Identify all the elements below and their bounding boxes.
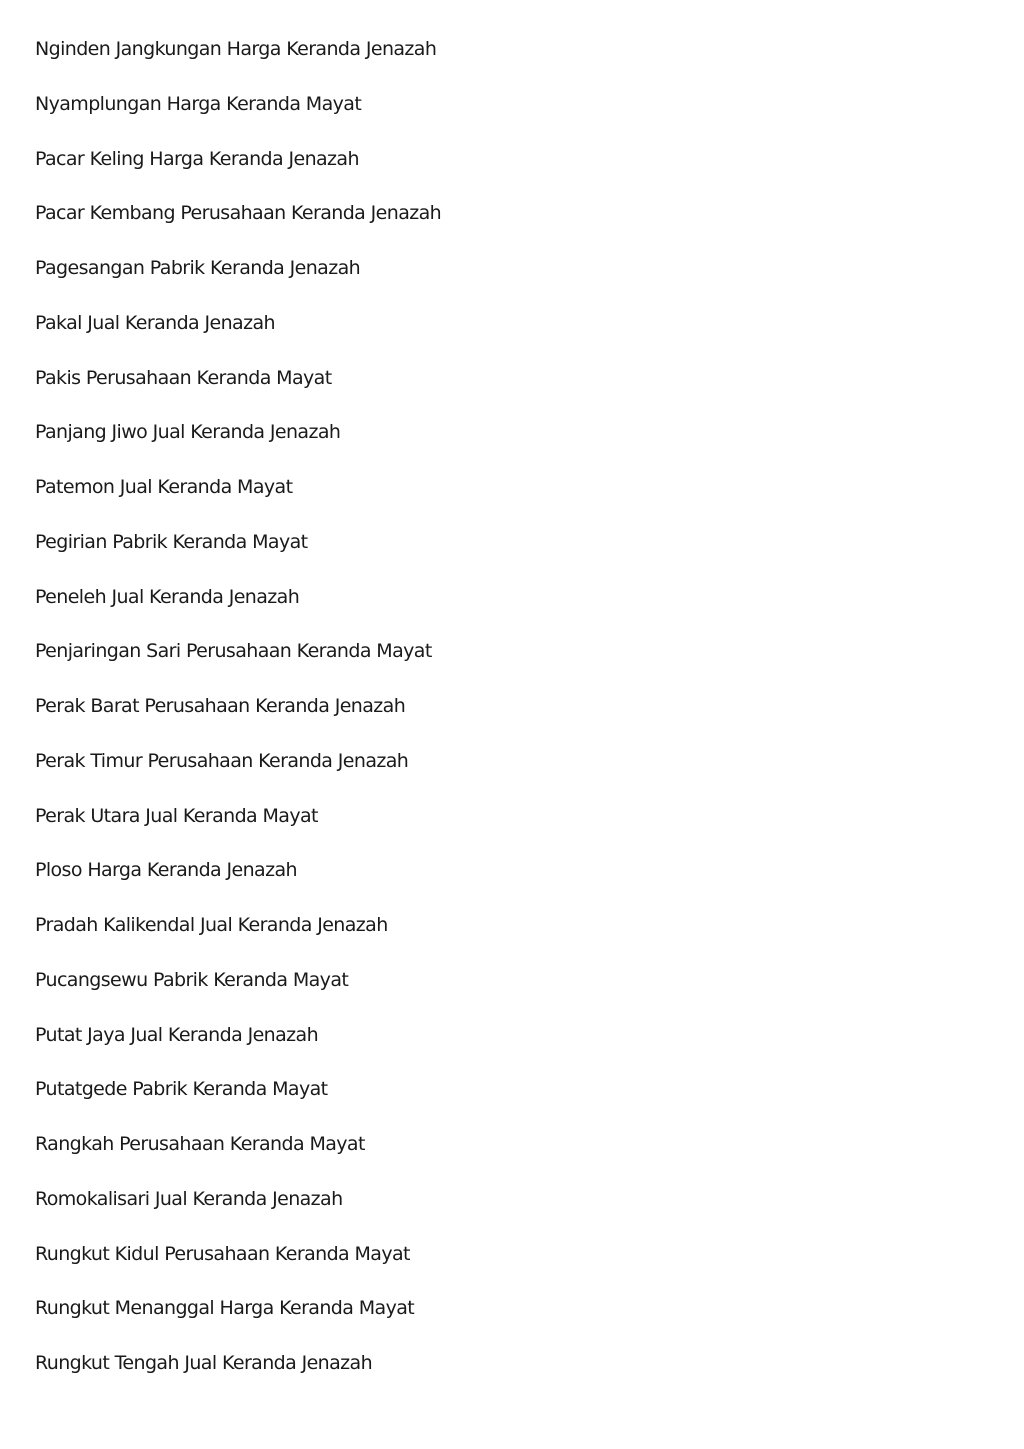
list-item: Pakal Jual Keranda Jenazah xyxy=(35,311,275,334)
list-item: Pacar Keling Harga Keranda Jenazah xyxy=(35,147,359,170)
list-item: Pagesangan Pabrik Keranda Jenazah xyxy=(35,257,361,279)
list-item: Rungkut Menanggal Harga Keranda Mayat xyxy=(35,1297,415,1320)
list-item: Pakis Perusahaan Keranda Mayat xyxy=(35,366,332,389)
entry-list xyxy=(35,36,441,1405)
list-item: Nyamplungan Harga Keranda Mayat xyxy=(35,92,362,115)
list-item: Nginden Jangkungan Harga Keranda Jenazah xyxy=(35,38,437,60)
list-item: Pegirian Pabrik Keranda Mayat xyxy=(35,530,308,553)
list-item: Perak Utara Jual Keranda Mayat xyxy=(35,804,318,827)
list-item: Pradah Kalikendal Jual Keranda Jenazah xyxy=(35,914,388,936)
list-item: Pacar Kembang Perusahaan Keranda Jenazah xyxy=(35,202,442,225)
list-item: Pucangsewu Pabrik Keranda Mayat xyxy=(35,968,349,991)
list-item: Rangkah Perusahaan Keranda Mayat xyxy=(35,1133,365,1155)
list-item: Putatgede Pabrik Keranda Mayat xyxy=(35,1078,328,1101)
list-item: Patemon Jual Keranda Mayat xyxy=(35,476,293,498)
list-item: Panjang Jiwo Jual Keranda Jenazah xyxy=(35,421,341,444)
list-item: Peneleh Jual Keranda Jenazah xyxy=(35,585,300,608)
list-item: Rungkut Tengah Jual Keranda Jenazah xyxy=(35,1352,373,1374)
list-item: Ploso Harga Keranda Jenazah xyxy=(35,859,297,882)
list-item: Romokalisari Jual Keranda Jenazah xyxy=(35,1187,343,1210)
list-item: Perak Timur Perusahaan Keranda Jenazah xyxy=(35,749,409,772)
list-item: Penjaringan Sari Perusahaan Keranda Mayat xyxy=(35,640,432,663)
list-item: Rungkut Kidul Perusahaan Keranda Mayat xyxy=(35,1242,410,1265)
list-item: Perak Barat Perusahaan Keranda Jenazah xyxy=(35,695,406,717)
list-item: Putat Jaya Jual Keranda Jenazah xyxy=(35,1023,319,1046)
